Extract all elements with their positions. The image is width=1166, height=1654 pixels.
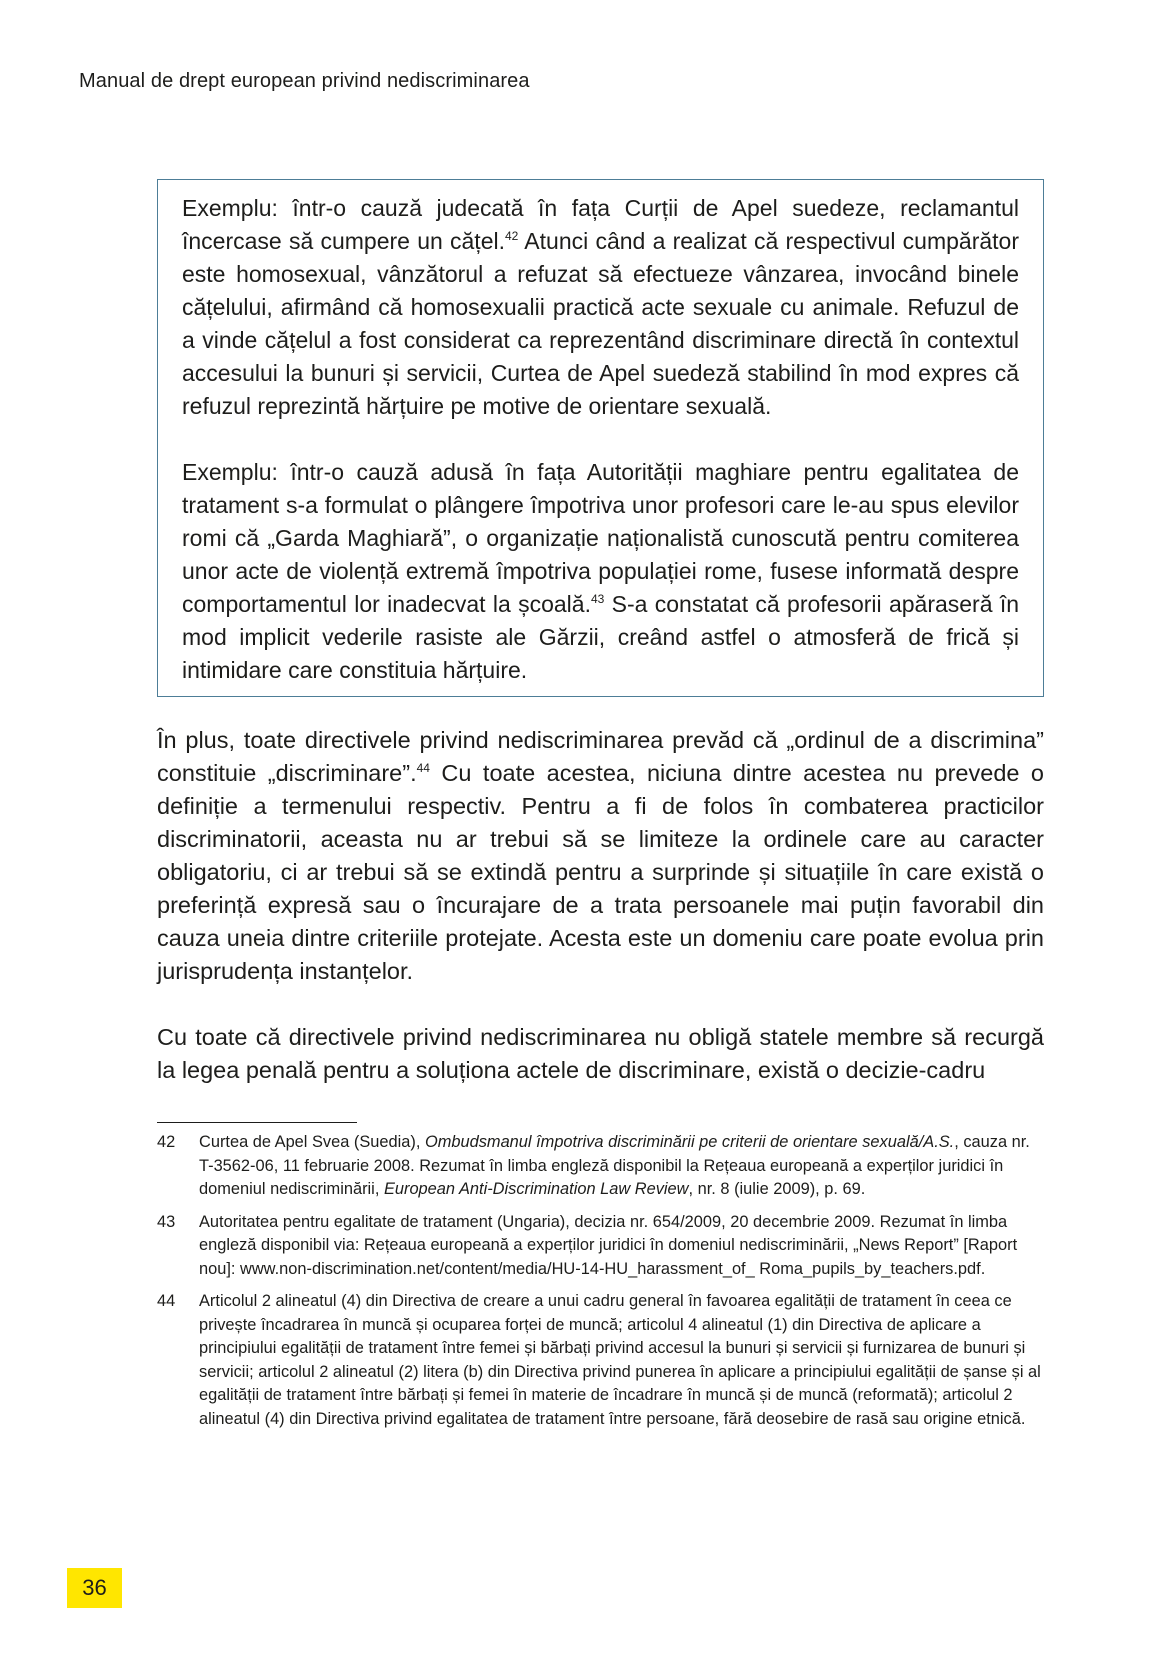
footnote-number: 44 xyxy=(157,1292,176,1310)
footnote-44 xyxy=(157,1290,1047,1431)
footnote-text: Articolul 2 alineatul (4) din Directiva de creare a unui cadru general în favoarea egalității de tratament în ceea ce privește încadrarea în muncă și ocuparea forței de muncă; articolul 4 alineatul (1) din Directiva de aplicare a principiului egalității de tratament între femei și bărbați privind accesul la bunuri și servicii și furnizarea de bunuri și servicii; articolul 2 alineatul (2) litera (b) din Directiva privind punerea în aplicare a principiului egalității de șanse și al egalității de tratament între bărbați și femei în materie de încadrare în muncă și de muncă (reformată); articolul 2 alineatul (4) din Directiva privind egalitatea de tratament între persoane, fără deosebire de rasă sau origine etnică. xyxy=(199,1292,1041,1428)
footnote-text xyxy=(199,1131,1047,1202)
body-paragraph-criminal-law: Cu toate că directivele privind nediscriminarea nu obligă statele membre să recurgă la legea penală pentru a soluționa actele de discriminare, există o decizie-cadru xyxy=(157,1024,1044,1083)
body-paragraph-instruction-to-discriminate xyxy=(157,724,1044,988)
example-text: S-a constatat că profesorii apăraseră în mod implicit vederile rasiste ale Gărzii, creând astfel o atmosferă de frică și intimidare care constituia hărțuire. xyxy=(182,591,1020,683)
footnote-publication-title: European Anti-Discrimination Law Review xyxy=(383,1180,689,1198)
example-text: Exemplu: într-o cauză judecată în fața Curții de Apel suedeze, reclamantul încercase să cumpere un cățel. xyxy=(182,195,1019,254)
footnote-reference-44[interactable]: 44 xyxy=(416,761,430,775)
page-number: 36 xyxy=(67,1568,122,1608)
footnote-42 xyxy=(157,1131,1047,1202)
body-text-segment: Cu toate acestea, niciuna dintre acestea nu prevede o definiție a termenului respectiv. Pentru a fi de folos în combaterea practicilor discriminatorii, aceasta nu ar trebui să se limiteze la ordinele care au caracter obligatoriu, ci ar trebui să se extindă pentru a surprinde și situațiile în care există o preferință expresă sau o încurajare de a trata persoanele mai puțin favorabil din cauza uneia dintre criteriile protejate. Acesta este un domeniu care poate evolua prin jurisprudența instanțelor. xyxy=(157,760,1044,984)
footnote-43 xyxy=(157,1211,1047,1282)
running-header-title: Manual de drept european privind nediscriminarea xyxy=(79,70,530,92)
example-text: Exemplu: într-o cauză adusă în fața Autorității maghiare pentru egalitatea de tratament s-a formulat o plângere împotriva unor profesori care le-au spus elevilor romi că „Garda Maghiară”, o organizație naționalistă cunoscută pentru comiterea unor acte de violență extremă împotriva populației rome, fusese informată despre comportamentul lor inadecvat la școală. xyxy=(182,459,1019,617)
footnote-text-segment: , nr. 8 (iulie 2009), p. 69. xyxy=(688,1180,866,1198)
footnote-number: 42 xyxy=(157,1133,176,1151)
footnote-text-segment: , cauza nr. T-3562-06, 11 februarie 2008. Rezumat în limba engleză disponibil la Rețeaua europeană a experților juridici în domeniul nediscriminării, xyxy=(199,1133,1030,1198)
footnotes xyxy=(157,1131,1047,1440)
footnote-reference-42[interactable]: 42 xyxy=(504,229,519,243)
example-text: Atunci când a realizat că respectivul cumpărător este homosexual, vânzătorul a refuzat să efectueze vânzarea, invocând binele cățelului, afirmând că homosexualii practică acte sexuale cu animale. Refuzul de a vinde cățelul a fost considerat ca reprezentând discriminare directă în contextul accesului la bunuri și servicii, Curtea de Apel suedeză stabilind în mod expres că refuzul reprezintă hărțuire pe motive de orientare sexuală. xyxy=(182,228,1019,419)
example-paragraph-hungarian-case xyxy=(182,456,1019,687)
footnote-text: Autoritatea pentru egalitate de tratament (Ungaria), decizia nr. 654/2009, 20 decembrie 2009. Rezumat în limba engleză disponibil via: Rețeaua europeană a experților juridici în domeniul nediscriminării, „News Report” [Raport nou]: www.non-discrimination.net/content/media/HU-14-HU_harassment_of_ Roma_pupils_by_teachers.pdf. xyxy=(199,1212,1018,1278)
example-paragraph-swedish-case xyxy=(182,192,1019,423)
footnote-number: 43 xyxy=(157,1212,176,1231)
example-box xyxy=(157,179,1044,697)
footnote-case-title: Ombudsmanul împotriva discriminării pe criterii de orientare sexuală/A.S. xyxy=(424,1133,955,1151)
footnote-text-segment: Curtea de Apel Svea (Suedia), xyxy=(199,1133,425,1151)
footnote-separator xyxy=(157,1122,357,1123)
footnote-reference-43[interactable]: 43 xyxy=(590,592,605,606)
body-text xyxy=(157,724,1044,1087)
body-text-segment: În plus, toate directivele privind nediscriminarea prevăd că „ordinul de a discrimina” constituie „discriminare”. xyxy=(157,727,1044,786)
